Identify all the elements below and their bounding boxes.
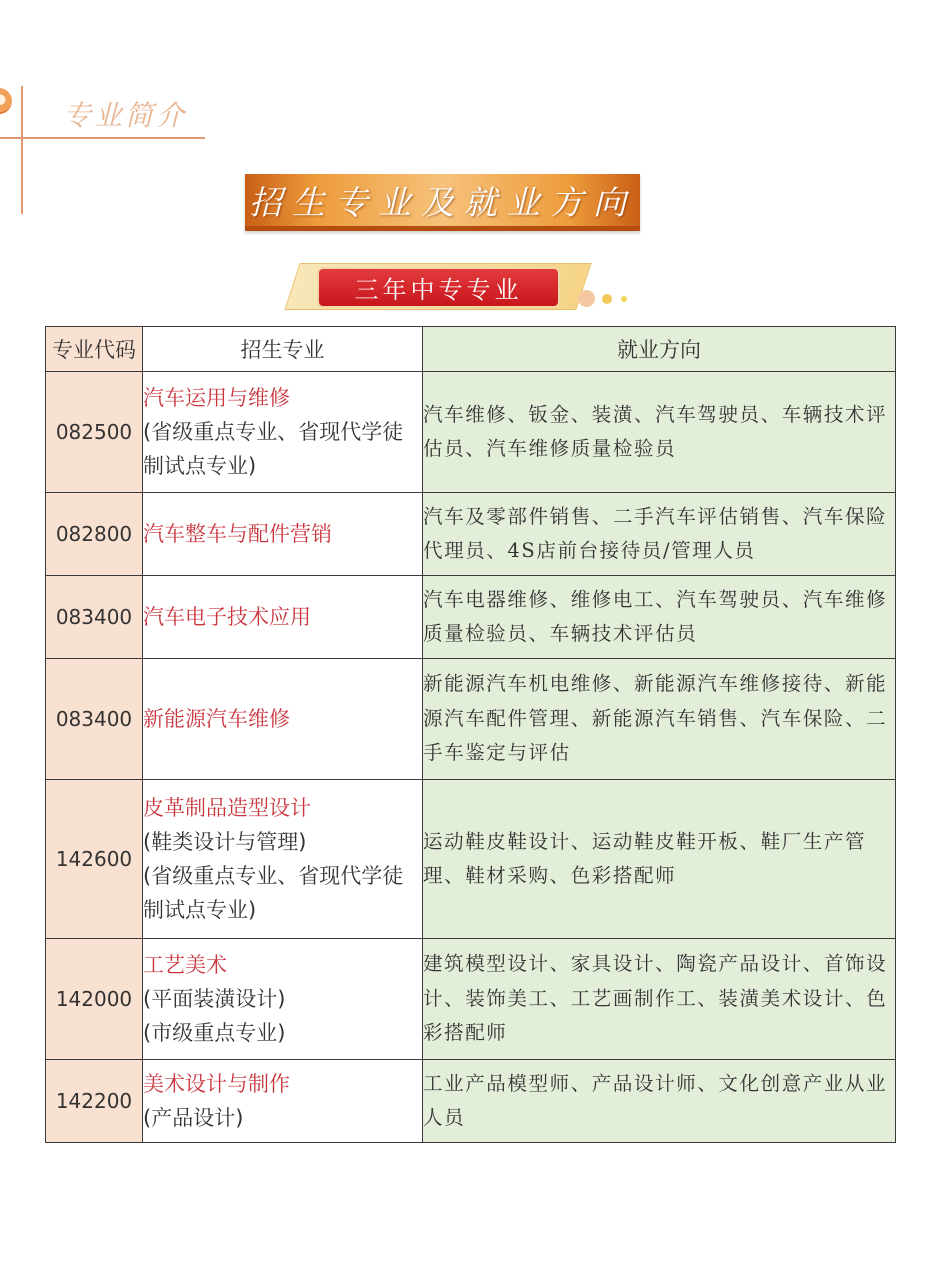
career-direction: 汽车维修、钣金、装潢、汽车驾驶员、车辆技术评估员、汽车维修质量检验员 (423, 372, 896, 493)
main-title-banner (245, 174, 640, 231)
major-note: (省级重点专业、省现代学徒制试点专业) (143, 420, 404, 478)
decor-dot (621, 296, 627, 302)
decor-dot (578, 290, 595, 307)
column-header-career: 就业方向 (423, 327, 896, 372)
major-cell (143, 780, 423, 939)
corner-divider-vertical (21, 86, 23, 214)
major-name: 皮革制品造型设计 (143, 796, 311, 820)
major-name: 汽车运用与维修 (143, 386, 290, 410)
career-direction: 汽车及零部件销售、二手汽车评估销售、汽车保险代理员、4S店前台接待员/管理人员 (423, 493, 896, 576)
major-code: 083400 (46, 576, 143, 659)
major-note: (平面装潢设计) (143, 987, 286, 1011)
majors-table (45, 326, 896, 1143)
table-row (46, 1060, 896, 1143)
sub-title: 三年中专专业 (354, 276, 523, 304)
major-cell (143, 659, 423, 780)
major-note: (省级重点专业、省现代学徒制试点专业) (143, 864, 404, 922)
major-cell (143, 372, 423, 493)
main-title: 招生专业及就业方向 (249, 182, 636, 222)
major-name: 美术设计与制作 (143, 1072, 290, 1096)
corner-flame-icon (0, 88, 12, 114)
major-note: (市级重点专业) (143, 1021, 286, 1045)
table-row (46, 576, 896, 659)
table-row (46, 372, 896, 493)
career-direction: 建筑模型设计、家具设计、陶瓷产品设计、首饰设计、装饰美工、工艺画制作工、装潢美术设计、色彩搭配师 (423, 939, 896, 1060)
sub-title-banner (317, 267, 560, 308)
major-name: 汽车电子技术应用 (143, 605, 311, 629)
major-name: 汽车整车与配件营销 (143, 522, 332, 546)
major-cell (143, 493, 423, 576)
career-direction: 新能源汽车机电维修、新能源汽车维修接待、新能源汽车配件管理、新能源汽车销售、汽车保险、二手车鉴定与评估 (423, 659, 896, 780)
section-title: 专业简介 (63, 99, 188, 132)
major-note: (产品设计) (143, 1106, 244, 1130)
table-row (46, 780, 896, 939)
major-code: 142200 (46, 1060, 143, 1143)
major-name: 工艺美术 (143, 953, 227, 977)
career-direction: 运动鞋皮鞋设计、运动鞋皮鞋开板、鞋厂生产管理、鞋材采购、色彩搭配师 (423, 780, 896, 939)
table-row (46, 493, 896, 576)
career-direction: 汽车电器维修、维修电工、汽车驾驶员、汽车维修质量检验员、车辆技术评估员 (423, 576, 896, 659)
major-note: (鞋类设计与管理) (143, 830, 307, 854)
decor-dot (602, 294, 612, 304)
career-direction: 工业产品模型师、产品设计师、文化创意产业从业人员 (423, 1060, 896, 1143)
major-cell (143, 939, 423, 1060)
column-header-major: 招生专业 (143, 327, 423, 372)
column-header-code: 专业代码 (46, 327, 143, 372)
major-code: 083400 (46, 659, 143, 780)
major-name: 新能源汽车维修 (143, 707, 290, 731)
table-header-row (46, 327, 896, 372)
major-cell (143, 576, 423, 659)
corner-divider-horizontal (0, 137, 205, 139)
major-code: 142000 (46, 939, 143, 1060)
table-row (46, 939, 896, 1060)
major-code: 082800 (46, 493, 143, 576)
major-cell (143, 1060, 423, 1143)
major-code: 142600 (46, 780, 143, 939)
major-code: 082500 (46, 372, 143, 493)
table-row (46, 659, 896, 780)
